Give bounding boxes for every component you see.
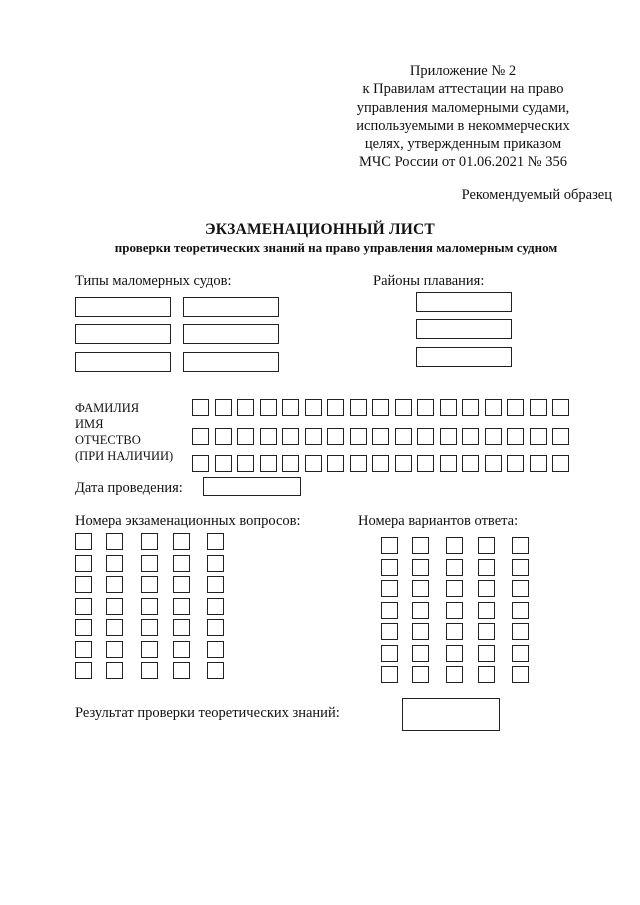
appendix-line: управления маломерными судами, (356, 99, 570, 116)
answer-variant-cell[interactable] (512, 602, 529, 619)
surname-letter-cell[interactable] (440, 399, 457, 416)
answer-variant-cell[interactable] (478, 623, 495, 640)
question-number-cell[interactable] (173, 598, 190, 615)
exam-date-field[interactable] (203, 477, 301, 496)
question-number-cell[interactable] (173, 662, 190, 679)
answer-variant-cell[interactable] (446, 666, 463, 683)
question-number-cell[interactable] (207, 619, 224, 636)
name-letter-cell[interactable] (305, 428, 322, 445)
question-number-cell[interactable] (141, 662, 158, 679)
patronymic-letter-cell[interactable] (372, 455, 389, 472)
answer-variant-cell[interactable] (512, 666, 529, 683)
question-number-cell[interactable] (106, 662, 123, 679)
surname-letter-cell[interactable] (507, 399, 524, 416)
vessel-type-field[interactable] (75, 324, 171, 344)
patronymic-letter-cell[interactable] (440, 455, 457, 472)
questions-label: Номера экзаменационных вопросов: (75, 513, 301, 529)
patronymic-letter-cell[interactable] (237, 455, 254, 472)
answer-variant-cell[interactable] (412, 666, 429, 683)
vessel-type-field[interactable] (183, 324, 279, 344)
appendix-block (340, 62, 586, 172)
name-letter-cell[interactable] (282, 428, 299, 445)
question-number-cell[interactable] (141, 619, 158, 636)
answer-variant-cell[interactable] (478, 559, 495, 576)
patronymic-label: ОТЧЕСТВО (75, 433, 141, 447)
name-letter-cell[interactable] (417, 428, 434, 445)
name-letter-cell[interactable] (485, 428, 502, 445)
answer-variant-cell[interactable] (512, 580, 529, 597)
answer-variant-cell[interactable] (446, 645, 463, 662)
name-letter-cell[interactable] (507, 428, 524, 445)
question-number-cell[interactable] (106, 576, 123, 593)
patronymic-letter-cell[interactable] (327, 455, 344, 472)
patronymic-letter-cell[interactable] (305, 455, 322, 472)
question-number-cell[interactable] (141, 555, 158, 572)
answer-variant-cell[interactable] (512, 559, 529, 576)
surname-letter-cell[interactable] (215, 399, 232, 416)
patronymic-letter-cell[interactable] (282, 455, 299, 472)
question-number-cell[interactable] (207, 576, 224, 593)
result-label: Результат проверки теоретических знаний: (75, 705, 340, 721)
question-number-cell[interactable] (141, 533, 158, 550)
surname-letter-cell[interactable] (327, 399, 344, 416)
navigation-area-field[interactable] (416, 319, 512, 339)
question-number-cell[interactable] (75, 576, 92, 593)
surname-letter-cell[interactable] (485, 399, 502, 416)
navigation-area-field[interactable] (416, 292, 512, 312)
surname-letter-cell[interactable] (237, 399, 254, 416)
question-number-cell[interactable] (75, 555, 92, 572)
vessel-type-field[interactable] (183, 297, 279, 317)
question-number-cell[interactable] (106, 641, 123, 658)
question-number-cell[interactable] (207, 641, 224, 658)
exam-date-label: Дата проведения: (75, 480, 183, 496)
answer-variant-cell[interactable] (381, 537, 398, 554)
surname-letter-cell[interactable] (350, 399, 367, 416)
name-letter-cell[interactable] (462, 428, 479, 445)
surname-letter-cell[interactable] (462, 399, 479, 416)
answer-variant-cell[interactable] (446, 580, 463, 597)
answer-variant-cell[interactable] (446, 602, 463, 619)
answer-variant-cell[interactable] (381, 559, 398, 576)
answer-variant-cell[interactable] (478, 666, 495, 683)
question-number-cell[interactable] (141, 641, 158, 658)
answer-variant-cell[interactable] (512, 537, 529, 554)
question-number-cell[interactable] (207, 598, 224, 615)
answer-variant-cell[interactable] (478, 645, 495, 662)
question-number-cell[interactable] (207, 662, 224, 679)
surname-letter-cell[interactable] (395, 399, 412, 416)
surname-letter-cell[interactable] (372, 399, 389, 416)
question-number-cell[interactable] (106, 619, 123, 636)
answer-variant-cell[interactable] (412, 559, 429, 576)
name-letter-cell[interactable] (552, 428, 569, 445)
answer-variant-cell[interactable] (446, 559, 463, 576)
answers-label: Номера вариантов ответа: (358, 513, 519, 529)
surname-letter-cell[interactable] (417, 399, 434, 416)
answer-variant-cell[interactable] (446, 537, 463, 554)
appendix-line: к Правилам аттестации на право (362, 81, 564, 98)
answer-variant-cell[interactable] (478, 537, 495, 554)
name-letter-cell[interactable] (237, 428, 254, 445)
name-label: ИМЯ (75, 417, 104, 431)
answer-variant-cell[interactable] (412, 580, 429, 597)
sample-label: Рекомендуемый образец (461, 187, 612, 203)
navigation-areas-label: Районы плавания: (373, 273, 485, 289)
name-letter-cell[interactable] (440, 428, 457, 445)
patronymic-letter-cell[interactable] (462, 455, 479, 472)
page-title: ЭКЗАМЕНАЦИОННЫЙ ЛИСТ (205, 221, 435, 238)
patronymic-letter-cell[interactable] (215, 455, 232, 472)
question-number-cell[interactable] (75, 662, 92, 679)
question-number-cell[interactable] (141, 598, 158, 615)
answer-variant-cell[interactable] (446, 623, 463, 640)
answer-variant-cell[interactable] (412, 623, 429, 640)
surname-letter-cell[interactable] (530, 399, 547, 416)
answer-variant-cell[interactable] (512, 623, 529, 640)
surname-letter-cell[interactable] (305, 399, 322, 416)
appendix-line: целях, утвержденным приказом (364, 136, 562, 153)
surname-letter-cell[interactable] (260, 399, 277, 416)
vessel-types-label: Типы маломерных судов: (75, 273, 232, 289)
answer-variant-cell[interactable] (381, 580, 398, 597)
surname-letter-cell[interactable] (282, 399, 299, 416)
question-number-cell[interactable] (207, 555, 224, 572)
question-number-cell[interactable] (106, 555, 123, 572)
question-number-cell[interactable] (75, 619, 92, 636)
appendix-line: МЧС России от 01.06.2021 № 356 (358, 154, 568, 171)
answer-variant-cell[interactable] (512, 645, 529, 662)
patronymic-letter-cell[interactable] (350, 455, 367, 472)
patronymic-letter-cell[interactable] (192, 455, 209, 472)
question-number-cell[interactable] (173, 555, 190, 572)
question-number-cell[interactable] (173, 576, 190, 593)
answer-variant-cell[interactable] (381, 602, 398, 619)
name-letter-cell[interactable] (530, 428, 547, 445)
question-number-cell[interactable] (75, 533, 92, 550)
appendix-line: используемыми в некоммерческих (356, 117, 570, 134)
answer-variant-cell[interactable] (412, 537, 429, 554)
answer-variant-cell[interactable] (412, 602, 429, 619)
question-number-cell[interactable] (173, 641, 190, 658)
answer-variant-cell[interactable] (381, 623, 398, 640)
question-number-cell[interactable] (207, 533, 224, 550)
patronymic-letter-cell[interactable] (485, 455, 502, 472)
answer-variant-cell[interactable] (412, 645, 429, 662)
name-letter-cell[interactable] (327, 428, 344, 445)
vessel-type-field[interactable] (183, 352, 279, 372)
result-field[interactable] (402, 698, 500, 731)
name-letter-cell[interactable] (192, 428, 209, 445)
if-any-label: (ПРИ НАЛИЧИИ) (75, 449, 174, 463)
patronymic-letter-cell[interactable] (395, 455, 412, 472)
page-subtitle: проверки теоретических знаний на право управления маломерным судном (114, 240, 558, 255)
question-number-cell[interactable] (141, 576, 158, 593)
question-number-cell[interactable] (106, 533, 123, 550)
appendix-line: Приложение № 2 (409, 63, 517, 79)
name-letter-cell[interactable] (372, 428, 389, 445)
question-number-cell[interactable] (173, 533, 190, 550)
question-number-cell[interactable] (75, 641, 92, 658)
surname-letter-cell[interactable] (552, 399, 569, 416)
question-number-cell[interactable] (106, 598, 123, 615)
patronymic-letter-cell[interactable] (552, 455, 569, 472)
name-letter-cell[interactable] (350, 428, 367, 445)
answer-variant-cell[interactable] (478, 580, 495, 597)
patronymic-letter-cell[interactable] (530, 455, 547, 472)
question-number-cell[interactable] (173, 619, 190, 636)
surname-label: ФАМИЛИЯ (75, 401, 140, 415)
name-letter-cell[interactable] (215, 428, 232, 445)
patronymic-letter-cell[interactable] (507, 455, 524, 472)
name-letter-cell[interactable] (395, 428, 412, 445)
name-letter-cell[interactable] (260, 428, 277, 445)
answer-variant-cell[interactable] (381, 645, 398, 662)
patronymic-letter-cell[interactable] (417, 455, 434, 472)
question-number-cell[interactable] (75, 598, 92, 615)
answer-variant-cell[interactable] (478, 602, 495, 619)
answer-variant-cell[interactable] (381, 666, 398, 683)
patronymic-letter-cell[interactable] (260, 455, 277, 472)
surname-letter-cell[interactable] (192, 399, 209, 416)
navigation-area-field[interactable] (416, 347, 512, 367)
vessel-type-field[interactable] (75, 297, 171, 317)
vessel-type-field[interactable] (75, 352, 171, 372)
